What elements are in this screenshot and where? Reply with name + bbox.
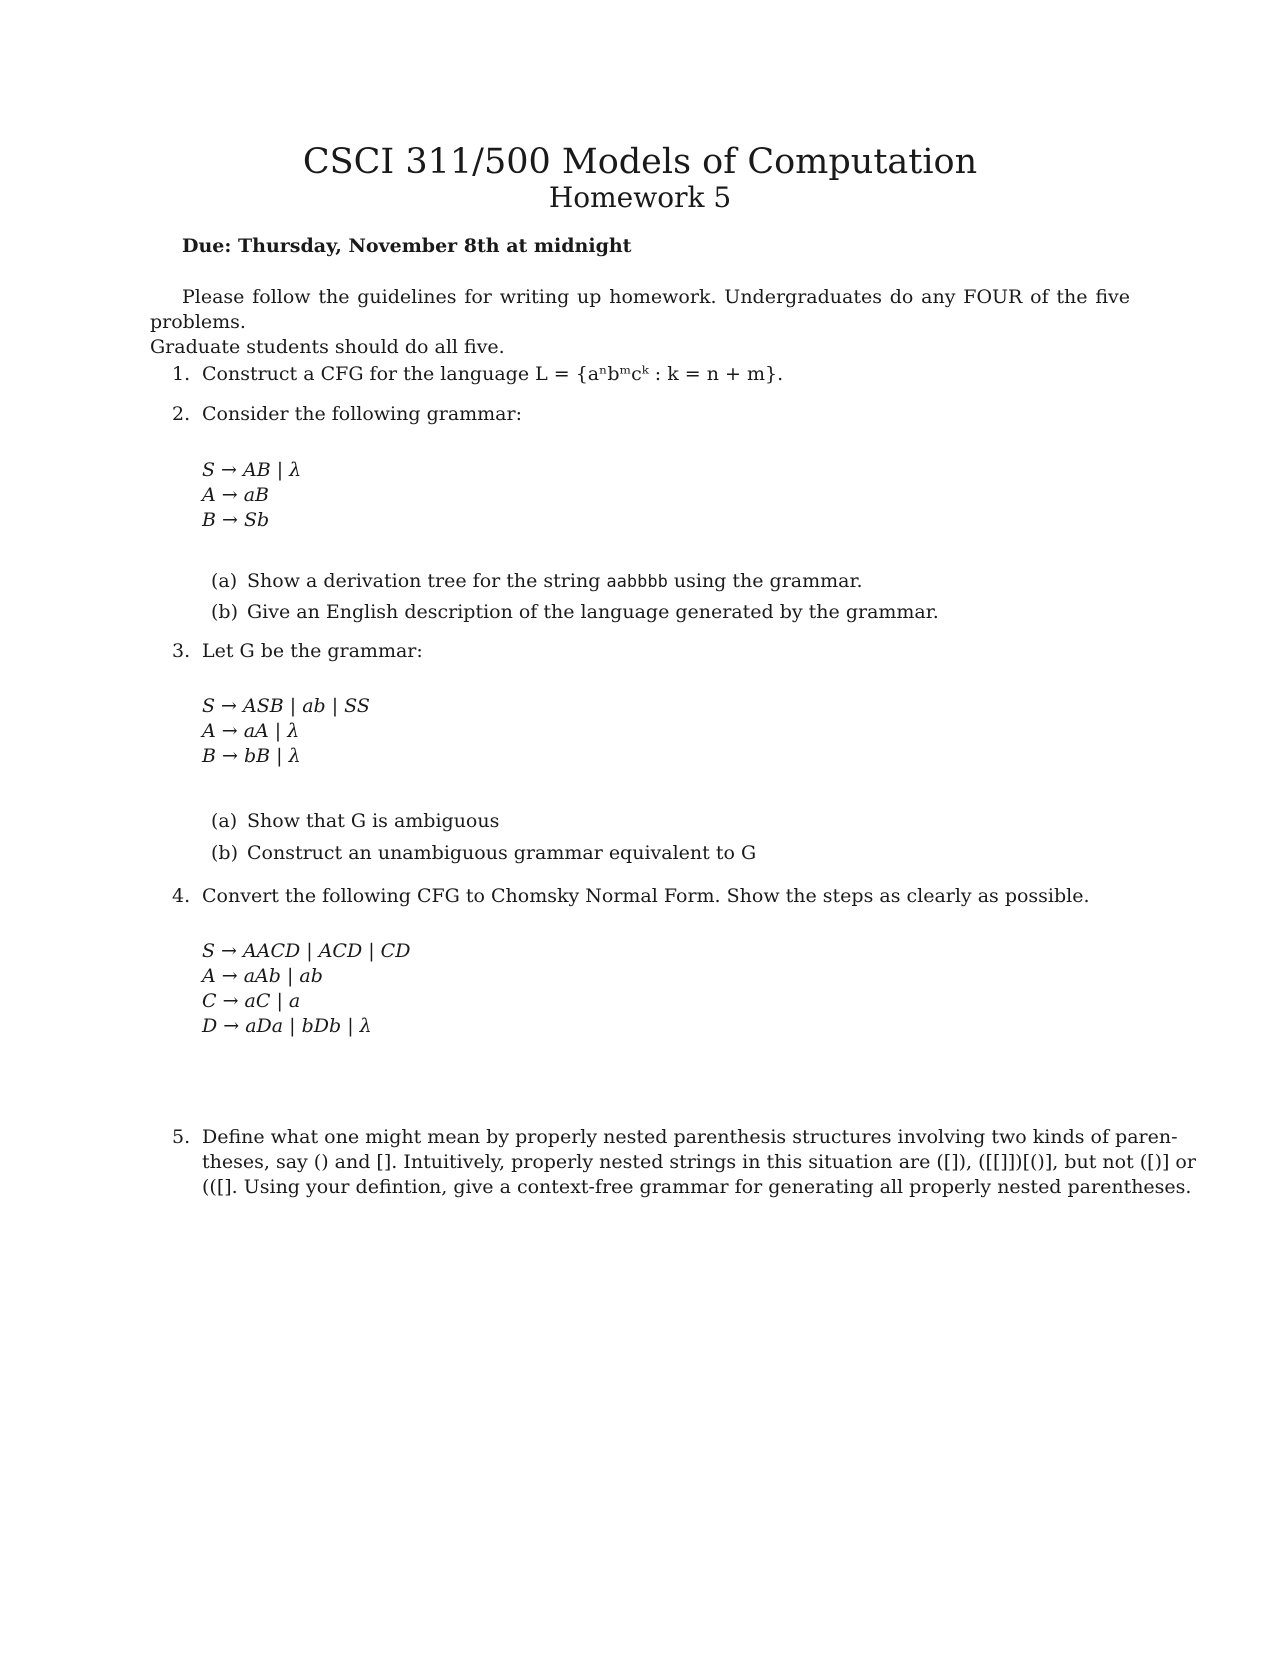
problem-3-text: Let G be the grammar: xyxy=(202,640,423,662)
problem-5-text xyxy=(202,1125,1196,1200)
intro-paragraph xyxy=(150,285,1130,360)
problem-2-grammar xyxy=(202,458,301,533)
problem-1-number: 1. xyxy=(172,363,191,385)
problem-2a-code: aabbbb xyxy=(606,572,668,592)
problem-5-line: Define what one might mean by properly nested parenthesis structures involving two kinds of paren- xyxy=(202,1126,1178,1148)
problem-4-grammar xyxy=(202,939,410,1039)
document-title: CSCI 311/500 Models of Computation xyxy=(302,142,978,182)
intro-line-1: Please follow the guidelines for writing up homework. Undergraduates do any FOUR of the five problems. xyxy=(150,286,1130,333)
document-subtitle: Homework 5 xyxy=(548,181,732,214)
grammar-rule: B → Sb xyxy=(202,509,270,531)
problem-4-text: Convert the following CFG to Chomsky Normal Form. Show the steps as clearly as possible. xyxy=(202,885,1090,907)
problem-3b-label: (b) xyxy=(211,842,238,864)
problem-3b-text: Construct an unambiguous grammar equivalent to G xyxy=(247,842,757,864)
problem-5-line: (([]. Using your defintion, give a context-free grammar for generating all properly nested parentheses. xyxy=(202,1176,1192,1198)
problem-3-number: 3. xyxy=(172,640,191,662)
grammar-rule: A → aAb | ab xyxy=(202,965,323,987)
grammar-rule: S → ASB | ab | SS xyxy=(202,695,370,717)
grammar-rule: B → bB | λ xyxy=(202,745,301,767)
problem-2a-text xyxy=(247,569,863,595)
problem-2a-text-before: Show a derivation tree for the string xyxy=(247,570,601,592)
problem-5-line: theses, say () and []. Intuitively, properly nested strings in this situation are ([]), ([[]])[()], but not ([)] or xyxy=(202,1151,1196,1173)
problem-2-text: Consider the following grammar: xyxy=(202,403,522,425)
problem-3a-label: (a) xyxy=(211,810,238,832)
grammar-rule: A → aA | λ xyxy=(202,720,300,742)
problem-2b-label: (b) xyxy=(211,601,238,623)
problem-5-number: 5. xyxy=(172,1126,191,1148)
grammar-rule: D → aDa | bDb | λ xyxy=(202,1015,372,1037)
grammar-rule: S → AACD | ACD | CD xyxy=(202,940,411,962)
problem-2-number: 2. xyxy=(172,403,191,425)
due-date: Due: Thursday, November 8th at midnight xyxy=(182,235,632,257)
problem-3a-text: Show that G is ambiguous xyxy=(247,810,500,832)
problem-2b-text: Give an English description of the language generated by the grammar. xyxy=(247,601,939,623)
problem-2a-label: (a) xyxy=(211,570,238,592)
problem-2a-text-after: using the grammar. xyxy=(673,570,863,592)
problem-3-grammar xyxy=(202,694,370,769)
problem-4-number: 4. xyxy=(172,885,191,907)
intro-line-2: Graduate students should do all five. xyxy=(150,336,505,358)
grammar-rule: C → aC | a xyxy=(202,990,301,1012)
problem-1-text: Construct a CFG for the language L = {aⁿbᵐcᵏ : k = n + m}. xyxy=(202,363,784,385)
grammar-rule: A → aB xyxy=(202,484,270,506)
grammar-rule: S → AB | λ xyxy=(202,459,302,481)
